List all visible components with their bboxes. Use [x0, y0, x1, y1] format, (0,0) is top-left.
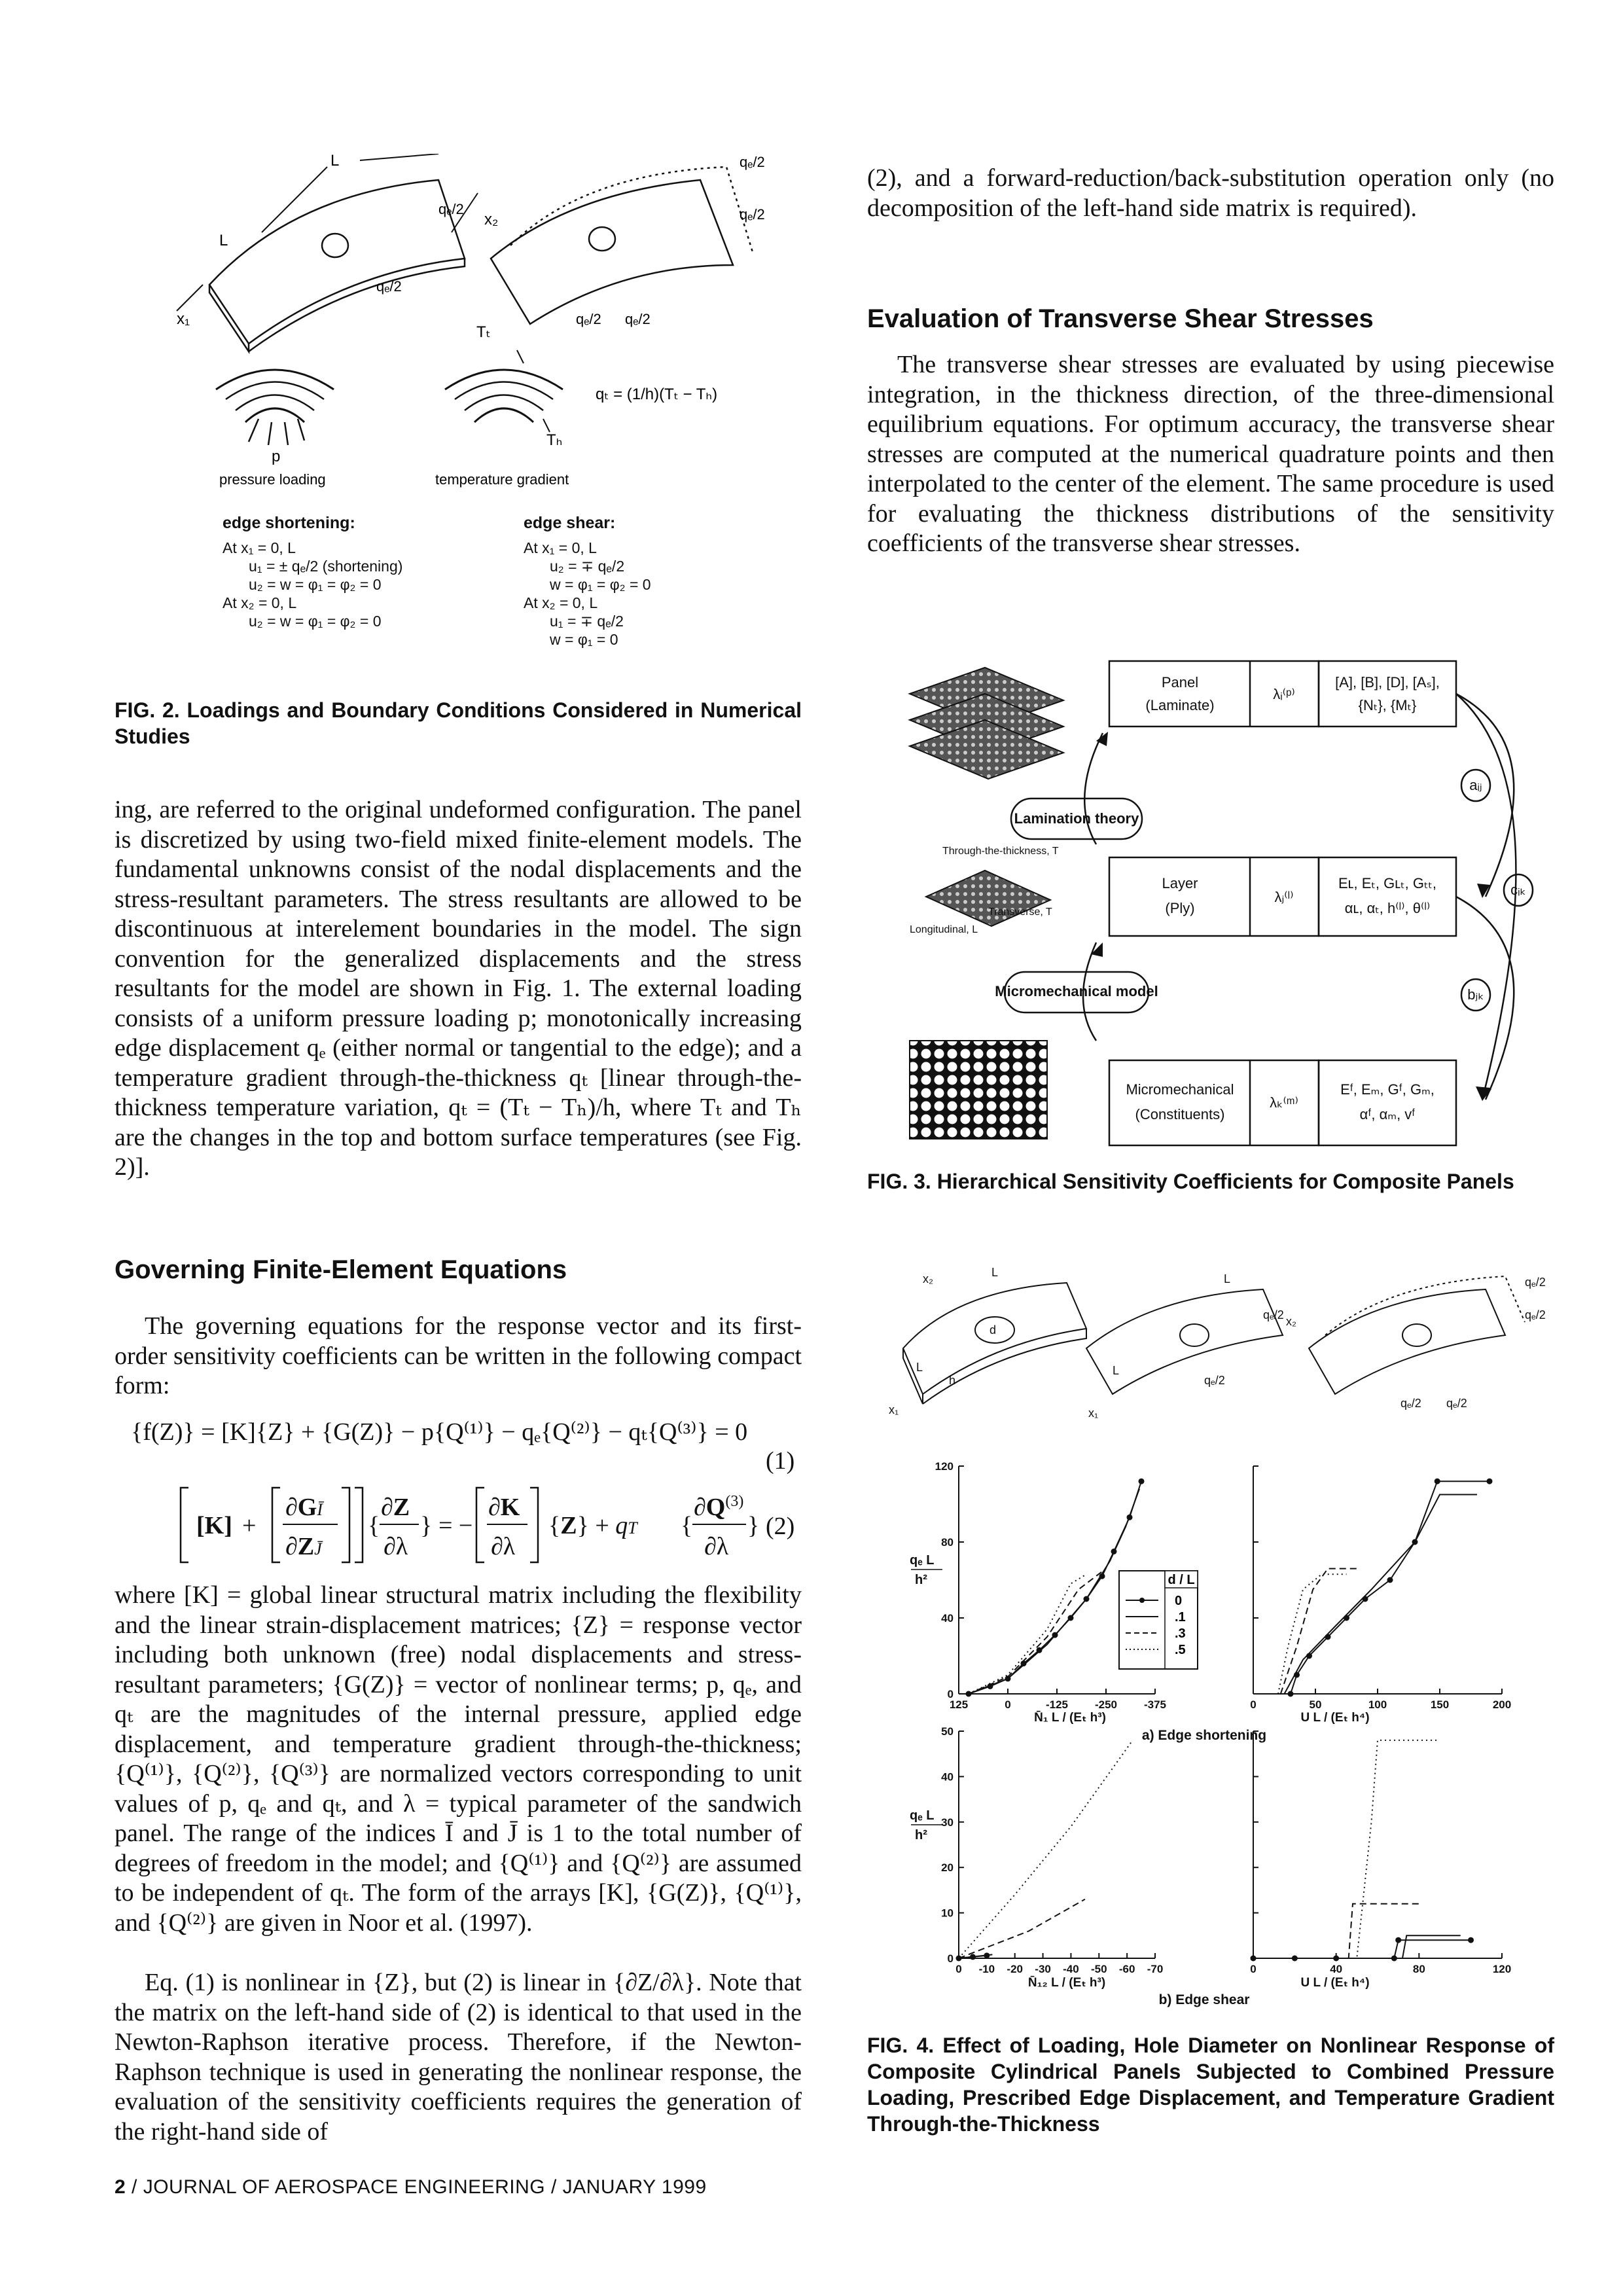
- x-tick-label: 40: [1330, 1963, 1343, 1975]
- svg-text:pressure loading: pressure loading: [219, 471, 326, 488]
- fig4-legend: [1119, 1571, 1198, 1669]
- xlabel-a-right: U L / (Eₜ h⁴): [1300, 1711, 1370, 1725]
- series-line-.1: [1253, 1935, 1461, 1958]
- svg-text:.3: .3: [1175, 1626, 1186, 1641]
- edge-shear-conditions: edge shear: At x₁ = 0, L u₂ = ∓ qₑ/2 w = φ₁ = φ₂ = 0 At x₂ = 0, L u₁ = ∓ qₑ/2 w = φ₁ = 0: [524, 514, 651, 648]
- svg-text:qₑ/2: qₑ/2: [1446, 1397, 1467, 1410]
- svg-text:∂λ: ∂λ: [383, 1533, 408, 1560]
- svg-text:qₑ/2: qₑ/2: [740, 206, 765, 223]
- x-tick-label: -250: [1094, 1698, 1118, 1711]
- equation-1-number: (1): [766, 1447, 795, 1475]
- data-point: [1363, 1596, 1368, 1602]
- series-line-.1: [969, 1489, 1139, 1694]
- x-tick-label: -10: [978, 1963, 995, 1975]
- ylabel-a-den: h²: [915, 1573, 927, 1587]
- svg-text:L: L: [330, 154, 340, 170]
- data-point: [1468, 1937, 1474, 1943]
- data-point: [1395, 1937, 1401, 1943]
- x-tick-label: 120: [1492, 1963, 1512, 1975]
- y-tick-label: 80: [941, 1536, 954, 1549]
- svg-text:Micromechanical: Micromechanical: [1126, 1081, 1234, 1098]
- data-point: [1344, 1615, 1349, 1621]
- equation-1: {f(Z)} = [K]{Z} + {G(Z)} − p{Q⁽¹⁾} − qₑ{Q⁽²⁾} − qₜ{Q⁽³⁾} = 0: [131, 1418, 748, 1446]
- svg-text:x₂: x₂: [923, 1272, 933, 1285]
- fig4-schematics: [877, 1263, 1558, 1427]
- x-tick-label: 50: [1309, 1698, 1322, 1711]
- x-tick-label: -40: [1063, 1963, 1079, 1975]
- series-line-.3: [959, 1899, 1085, 1958]
- svg-text:Longitudinal, L: Longitudinal, L: [910, 924, 978, 935]
- svg-text:λᵢ⁽ᵖ⁾: λᵢ⁽ᵖ⁾: [1273, 686, 1295, 702]
- y-tick-label: 50: [941, 1725, 954, 1738]
- svg-text:Tₕ: Tₕ: [546, 431, 563, 449]
- svg-text:L: L: [1113, 1364, 1120, 1377]
- series-line-.5: [1253, 1740, 1440, 1958]
- series-line-.3: [969, 1569, 1106, 1694]
- fig2-panel-deformed: [491, 180, 733, 324]
- left-para-2: The governing equations for the response vector and its first-order sensitivity coefficients can be written in the following compact form:: [115, 1312, 802, 1399]
- xlabel-b-right: U L / (Eₜ h⁴): [1300, 1976, 1370, 1990]
- equation-2: [177, 1482, 805, 1568]
- svg-text:λⱼ⁽ˡ⁾: λⱼ⁽ˡ⁾: [1274, 889, 1294, 905]
- x-tick-label: 150: [1430, 1698, 1450, 1711]
- svg-text:qₜ = (1/h)(Tₜ − Tₕ): qₜ = (1/h)(Tₜ − Tₕ): [596, 386, 718, 403]
- x-tick-label: 0: [1250, 1698, 1257, 1711]
- svg-text:{: {: [681, 1512, 693, 1539]
- xlabel-b-left: N̄₁₂ L / (Eₜ h³): [1027, 1976, 1106, 1990]
- svg-text:Eᶠ, Eₘ, Gᶠ, Gₘ,: Eᶠ, Eₘ, Gᶠ, Gₘ,: [1340, 1081, 1435, 1098]
- svg-text:λₖ⁽ᵐ⁾: λₖ⁽ᵐ⁾: [1270, 1094, 1298, 1111]
- svg-text:Tₜ: Tₜ: [476, 323, 491, 341]
- svg-text:Micromechanical model: Micromechanical model: [995, 983, 1158, 999]
- x-tick-label: 125: [949, 1698, 969, 1711]
- series-line-.1: [1285, 1495, 1478, 1695]
- svg-text:L: L: [991, 1266, 999, 1279]
- fig4-plot-3: [1250, 1731, 1511, 1975]
- svg-text:qₑ/2: qₑ/2: [1525, 1308, 1546, 1321]
- svg-text:αᶠ, αₘ, vᶠ: αᶠ, αₘ, vᶠ: [1359, 1106, 1416, 1122]
- right-para-1: (2), and a forward-reduction/back-substitution operation only (no decomposition of the left-hand side matrix is required).: [867, 164, 1554, 222]
- fig3-diagram: [906, 655, 1554, 1152]
- svg-text:Layer: Layer: [1162, 875, 1198, 891]
- series-line-.5: [959, 1740, 1133, 1958]
- ply-illustration: [926, 870, 1050, 926]
- svg-text:[K]: [K]: [196, 1512, 232, 1539]
- svg-text:qₑ/2: qₑ/2: [1400, 1397, 1421, 1410]
- svg-text:x₁: x₁: [889, 1403, 899, 1416]
- svg-text:d: d: [990, 1323, 997, 1336]
- svg-text:temperature gradient: temperature gradient: [435, 471, 569, 488]
- heading-transverse-shear: Evaluation of Transverse Shear Stresses: [867, 304, 1374, 333]
- xlabel-a-left: N̄₁ L / (Eₜ h³): [1034, 1711, 1106, 1725]
- svg-text:Lamination theory: Lamination theory: [1014, 810, 1139, 827]
- x-tick-label: -50: [1090, 1963, 1107, 1975]
- fig4-caption: FIG. 4. Effect of Loading, Hole Diameter on Nonlinear Response of Composite Cylindrical Panels Subjected to Combined Pressure Loading, Prescribed Edge Displacement, and Temperature Gradient Through-the-Thickness: [867, 2034, 1554, 2136]
- series-line-0: [1291, 1481, 1489, 1694]
- svg-text:∂Z: ∂Z: [381, 1494, 410, 1521]
- page-footer: 2 / JOURNAL OF AEROSPACE ENGINEERING / JANUARY 1999: [115, 2176, 707, 2198]
- fig2-panel-undeformed: [209, 180, 465, 344]
- fig3-caption: FIG. 3. Hierarchical Sensitivity Coefficients for Composite Panels: [867, 1170, 1514, 1193]
- fiber-matrix-illustration: [910, 1041, 1047, 1139]
- fig2-diagram: [164, 154, 805, 494]
- ylabel-b-den: h²: [915, 1828, 927, 1842]
- svg-text:{Z} + qT: {Z} + qT: [548, 1512, 637, 1539]
- svg-text:.5: .5: [1175, 1643, 1186, 1657]
- svg-text:qₑ/2: qₑ/2: [1204, 1374, 1225, 1387]
- svg-text:L: L: [219, 232, 228, 249]
- svg-text:∂ZJ̄: ∂ZJ̄: [285, 1533, 322, 1560]
- svg-text:}: }: [747, 1512, 760, 1539]
- ylabel-a-num: qₑ L: [910, 1553, 935, 1568]
- left-para-1: ing, are referred to the original undeformed configuration. The panel is discretized by using two-field mixed finite-element models. The fundamental unknowns consist of the nodal displacements and the stress-resultant parameters. The stress resultants are allowed to be discontinuous at interelement boundaries in the model. The sign convention for the generalized displacements and the stress resultants for the model are shown in Fig. 1. The external loading consists of a uniform pressure loading p; monotonically increasing edge displacement qₑ (either normal or tangential to the edge); and a temperature gradient through-the-thickness qₜ [linear through-the-thickness temperature variation, qₜ = (Tₜ − Tₕ)/h, where Tₜ and Tₕ are the changes in the top and bottom surface temperatures (see Fig. 2)].: [115, 796, 802, 1181]
- data-point: [1288, 1691, 1294, 1697]
- svg-text:x₁: x₁: [1088, 1407, 1099, 1420]
- data-point: [1387, 1577, 1393, 1583]
- svg-text:x₂: x₂: [1286, 1315, 1296, 1328]
- panel-a-title: a) Edge shortening: [1141, 1728, 1267, 1743]
- x-tick-label: -125: [1045, 1698, 1069, 1711]
- svg-text:∂λ: ∂λ: [491, 1533, 516, 1560]
- x-tick-label: 200: [1492, 1698, 1512, 1711]
- panel-b-title: b) Edge shear: [1158, 1992, 1250, 2007]
- svg-text:h: h: [949, 1374, 956, 1387]
- svg-text:qₑ/2: qₑ/2: [376, 278, 402, 295]
- fig2-hole: [322, 234, 348, 257]
- svg-text:(Laminate): (Laminate): [1145, 697, 1215, 713]
- svg-text:Through-the-thickness, T: Through-the-thickness, T: [942, 846, 1059, 857]
- svg-text:Panel: Panel: [1161, 674, 1199, 691]
- x-tick-label: 0: [955, 1963, 962, 1975]
- series-line-0: [969, 1481, 1141, 1694]
- x-tick-label: 0: [1250, 1963, 1257, 1975]
- y-tick-label: 30: [941, 1816, 954, 1829]
- svg-text:{: {: [368, 1512, 380, 1539]
- svg-text:∂Q(3): $\partial Q^{(3)}$: [694, 1493, 744, 1521]
- fig2-caption: FIG. 2. Loadings and Boundary Conditions Considered in Numerical Studies: [115, 698, 802, 748]
- fig4-plot-2: [941, 1725, 1163, 1975]
- svg-text:cᵢₖ: cᵢₖ: [1510, 882, 1526, 898]
- x-tick-label: -30: [1035, 1963, 1051, 1975]
- svg-text:αʟ, αₜ, h⁽ˡ⁾, θ⁽ˡ⁾: αʟ, αₜ, h⁽ˡ⁾, θ⁽ˡ⁾: [1344, 900, 1431, 916]
- y-tick-label: 20: [941, 1861, 954, 1874]
- svg-text:qₑ/2: qₑ/2: [1525, 1276, 1546, 1289]
- y-tick-label: 0: [947, 1952, 954, 1965]
- svg-text:}: }: [420, 1512, 433, 1539]
- series-line-0: [1253, 1940, 1471, 1958]
- svg-text:x₁: x₁: [177, 310, 190, 328]
- laminate-illustration: [910, 668, 1063, 779]
- y-tick-label: 0: [947, 1688, 954, 1700]
- svg-text:L: L: [916, 1361, 923, 1374]
- svg-text:0: 0: [1175, 1594, 1183, 1608]
- ylabel-b-num: qₑ L: [910, 1808, 935, 1823]
- svg-text:qₑ/2: qₑ/2: [740, 154, 765, 170]
- edge-shortening-conditions: edge shortening: At x₁ = 0, L u₁ = ± qₑ/2 (shortening) u₂ = w = φ₁ = φ₂ = 0 At x₂ = 0, L u₂ = w = φ₁ = φ₂ = 0: [223, 514, 403, 630]
- svg-text:d / L: d / L: [1168, 1573, 1195, 1587]
- x-tick-label: -60: [1118, 1963, 1135, 1975]
- svg-text:∂K: ∂K: [488, 1494, 520, 1521]
- fig4-plot-1: [1250, 1466, 1511, 1711]
- left-para-3: where [K] = global linear structural matrix including the flexibility and the linear strain-displacement matrices; {Z} = response vector including both unknown (free) nodal displacements and stress-resultant parameters; {G(Z)} = vector of nonlinear terms; p, qₑ, and qₜ are the magnitudes of the internal pressure, applied edge displacement, and temperature gradient through-the-thickness; {Q⁽¹⁾}, {Q⁽²⁾}, {Q⁽³⁾} are normalized vectors corresponding to unit values of p, qₑ and qₜ, and λ = typical parameter of the sandwich panel. The range of the indices Ī and J̄ is 1 to the total number of degrees of freedom in the model; and {Q⁽¹⁾} and {Q⁽²⁾} are assumed to be independent of qₜ. The form of the arrays [K], {G(Z)}, {Q⁽¹⁾}, and {Q⁽²⁾} are given in Noor et al. (1997).: [115, 1581, 802, 1937]
- svg-text:(Ply): (Ply): [1165, 900, 1195, 916]
- x-tick-label: -20: [1007, 1963, 1024, 1975]
- svg-text:(Constituents): (Constituents): [1135, 1106, 1225, 1122]
- svg-text:qₑ/2: qₑ/2: [625, 311, 651, 327]
- x-tick-label: 80: [1412, 1963, 1425, 1975]
- svg-text:aᵢⱼ: aᵢⱼ: [1469, 777, 1482, 793]
- series-line-.3: [1253, 1904, 1419, 1958]
- svg-text:qₑ/2: qₑ/2: [438, 201, 464, 217]
- data-point: [1487, 1479, 1493, 1484]
- svg-text:L: L: [1224, 1272, 1231, 1285]
- svg-text:Transverse, T: Transverse, T: [988, 906, 1052, 918]
- right-para-2: The transverse shear stresses are evaluated by using piecewise integration, in the thickness direction, of the three-dimensional equilibrium equations. For optimum accuracy, the transverse shear stresses are computed at the numerical quadrature points and then interpolated to the center of the element. The same procedure is used for evaluating the thickness distributions of the sensitivity coefficients of the transverse shear stresses.: [867, 351, 1554, 557]
- svg-text:.1: .1: [1175, 1610, 1186, 1624]
- svg-text:∂λ: ∂λ: [704, 1533, 729, 1560]
- svg-text:[A], [B], [D], [Aₛ],: [A], [B], [D], [Aₛ],: [1335, 674, 1440, 691]
- x-tick-label: -70: [1147, 1963, 1164, 1975]
- svg-text:x₂: x₂: [484, 211, 499, 228]
- svg-text:Eʟ, Eₜ, Gʟₜ, Gₜₜ,: Eʟ, Eₜ, Gʟₜ, Gₜₜ,: [1338, 875, 1437, 891]
- left-para-4: Eq. (1) is nonlinear in {Z}, but (2) is linear in {∂Z/∂λ}. Note that the matrix on the left-hand side of (2) is identical to that used in the Newton-Raphson iterative process. Therefore, if the Newton-Raphson technique is used in generating the nonlinear response, the evaluation of the sensitivity coefficients requires the generation of the right-hand side of: [115, 1969, 802, 2145]
- y-tick-label: 40: [941, 1612, 954, 1624]
- equation-2-number: (2): [766, 1513, 795, 1540]
- y-tick-label: 120: [935, 1460, 954, 1473]
- svg-text:+: +: [242, 1512, 257, 1539]
- svg-text:∂GĪ: ∂GĪ: [285, 1494, 323, 1521]
- x-tick-label: 0: [1005, 1698, 1011, 1711]
- data-point: [1435, 1479, 1440, 1484]
- svg-text:p: p: [272, 448, 281, 465]
- series-line-.5: [969, 1574, 1086, 1694]
- svg-text:qₑ/2: qₑ/2: [576, 311, 601, 327]
- svg-text:= −: = −: [438, 1512, 473, 1539]
- y-tick-label: 40: [941, 1770, 954, 1784]
- x-tick-label: -375: [1143, 1698, 1167, 1711]
- svg-text:{Nₜ}, {Mₜ}: {Nₜ}, {Mₜ}: [1358, 697, 1417, 713]
- y-tick-label: 10: [941, 1907, 954, 1920]
- fig4-charts: [877, 1453, 1564, 2009]
- x-tick-label: 100: [1368, 1698, 1387, 1711]
- svg-text:bⱼₖ: bⱼₖ: [1467, 986, 1484, 1003]
- data-point: [1139, 1479, 1145, 1484]
- heading-governing-equations: Governing Finite-Element Equations: [115, 1255, 567, 1284]
- svg-text:qₑ/2: qₑ/2: [1263, 1308, 1284, 1321]
